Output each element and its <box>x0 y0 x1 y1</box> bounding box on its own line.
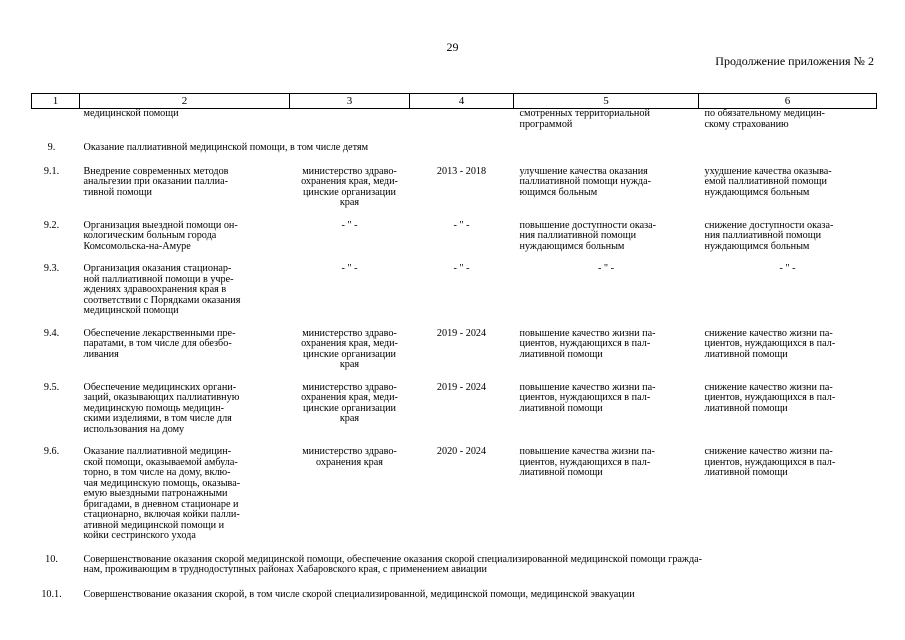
text-line: края <box>339 413 360 424</box>
page-number: 29 <box>446 40 459 54</box>
text-line: цинские организации <box>302 402 397 414</box>
activity-row <box>32 382 877 437</box>
executor-cell <box>290 382 410 437</box>
text-line: Оказание паллиативной медицин- <box>83 446 232 457</box>
column-number-row <box>32 94 877 109</box>
text-line: охранения края <box>316 456 383 468</box>
column-number-header: 1 <box>32 94 80 109</box>
text-line: края <box>339 197 360 208</box>
text-line: стационарно, включая койки палли- <box>83 509 240 520</box>
section-row <box>32 553 877 578</box>
text-line: Обеспечение лекарственными пре- <box>83 327 236 339</box>
text-line: ния паллиативной помощи <box>704 230 822 241</box>
result-cell <box>514 263 699 318</box>
activity-row <box>32 263 877 318</box>
text-line: паратами, в том числе для обезбо- <box>83 338 232 349</box>
result-cell <box>514 328 699 372</box>
appendix-table <box>31 93 877 602</box>
text-line: нуждающимся больным <box>704 186 810 198</box>
text-line: ативной медицинской помощи и <box>83 519 225 531</box>
text-line: повышение качество жизни па- <box>519 381 656 393</box>
text-line: заций, оказывающих паллиативную <box>83 392 240 403</box>
text-line: Организация оказания стационар- <box>83 263 232 274</box>
row-spacer <box>32 543 877 553</box>
activity-cell <box>80 220 290 254</box>
consequence-cell <box>699 382 877 437</box>
text-line: ухудшение качества оказыва- <box>704 165 832 177</box>
consequence-cell <box>699 263 877 318</box>
section-row <box>32 588 877 603</box>
row-spacer <box>32 131 877 141</box>
text-line: повышение качества жизни па- <box>519 446 655 457</box>
section-title-text: Совершенствование оказания скорой медицинской помощи, обеспечение оказания скорой специализированной медицинской помощи граждa- <box>83 553 703 565</box>
result-cell <box>514 446 699 543</box>
item-number: 10.1. <box>41 588 62 600</box>
text-line: лиативной помощи <box>519 348 603 360</box>
text-line: медицинскую помощь медицин- <box>83 402 225 414</box>
text-line: - " - <box>341 263 358 274</box>
text-line: ливания <box>83 348 119 360</box>
column-number-header: 3 <box>290 94 410 109</box>
activity-row <box>32 166 877 210</box>
period-cell: - " - <box>453 263 470 274</box>
activity-row <box>32 446 877 543</box>
text-line: снижение качество жизни па- <box>704 381 833 393</box>
result-cell <box>514 382 699 437</box>
text-line: по обязательному медицин- <box>704 108 825 119</box>
section-row <box>32 141 877 156</box>
row-spacer <box>32 318 877 328</box>
text-line: торно, в том числе на дому, вклю- <box>83 467 231 478</box>
item-number: 9.2. <box>43 219 60 231</box>
activity-cell <box>80 328 290 372</box>
executor-cell <box>290 220 410 254</box>
text-line: программой <box>519 118 573 130</box>
executor-cell <box>290 263 410 318</box>
text-line: ющимся больным <box>519 186 598 198</box>
text-line: - " - <box>779 263 796 274</box>
section-title <box>80 553 877 578</box>
text-line: емую выездными патронажными <box>83 488 228 499</box>
row-spacer <box>32 436 877 446</box>
section-title <box>80 141 877 156</box>
text-line: охранения края, меди- <box>301 392 398 403</box>
text-line: охранения края, меди- <box>301 338 398 349</box>
item-number: 9. <box>47 142 56 153</box>
executor-cell <box>290 328 410 372</box>
text-line: снижение качество жизни па- <box>704 327 833 339</box>
text-line: улучшение качества оказания <box>519 165 648 177</box>
text-line: лиативной помощи <box>704 402 788 414</box>
row-spacer <box>32 210 877 220</box>
continuation-row <box>32 109 877 132</box>
text-line: скому страхованию <box>704 118 789 130</box>
text-line: циентов, нуждающихся в пал- <box>704 392 836 403</box>
consequence-cell <box>699 328 877 372</box>
consequence-cell <box>699 166 877 210</box>
period-cell: 2019 - 2024 <box>436 327 487 339</box>
text-line: циентов, нуждающихся в пал- <box>519 338 651 349</box>
text-line: койки сестринского ухода <box>83 530 196 541</box>
column-number-header: 4 <box>410 94 514 109</box>
text-line: бригадами, в дневном стационаре и <box>83 498 239 510</box>
activity-row <box>32 328 877 372</box>
text-line: паллиативной помощи нужда- <box>519 176 651 187</box>
text-line: лиативной помощи <box>519 402 603 414</box>
text-line: ной паллиативной помощи в учре- <box>83 273 234 285</box>
text-line: анальгезии при оказании паллиа- <box>83 176 228 187</box>
item-number: 10. <box>45 553 58 565</box>
column-number-header: 5 <box>514 94 699 109</box>
text-line: повышение качество жизни па- <box>519 327 656 339</box>
text-line: министерство здраво- <box>302 381 397 393</box>
text-line: циентов, нуждающихся в пал- <box>704 338 836 349</box>
column-number-header: 2 <box>80 94 290 109</box>
text-line: министерство здраво- <box>302 165 397 177</box>
consequence-cell <box>699 446 877 543</box>
period-cell: 2020 - 2024 <box>436 446 487 457</box>
result-cell <box>514 166 699 210</box>
text-line: медицинской помощи <box>83 108 179 119</box>
text-line: министерство здраво- <box>302 327 397 339</box>
text-line: - " - <box>597 263 615 274</box>
text-line: снижение доступности оказа- <box>704 219 834 231</box>
result-cell <box>514 220 699 254</box>
row-spacer <box>32 253 877 263</box>
executor-cell <box>290 166 410 210</box>
text-line: медицинской помощи <box>83 305 179 316</box>
text-line: Комсомольска-на-Амуре <box>83 240 191 252</box>
executor-cell <box>290 446 410 543</box>
row-spacer <box>32 156 877 166</box>
text-line: чая медицинскую помощь, оказыва- <box>83 477 241 489</box>
column-number-header: 6 <box>699 94 877 109</box>
item-number: 9.6. <box>43 446 60 457</box>
text-line: цинские организации <box>302 348 397 360</box>
text-line: цинские организации <box>302 186 397 198</box>
section-title <box>80 588 877 603</box>
item-number: 9.3. <box>43 263 60 274</box>
continuation-result-cell <box>514 109 699 132</box>
activity-cell <box>80 382 290 437</box>
item-number: 9.4. <box>43 327 60 339</box>
activity-cell <box>80 166 290 210</box>
text-line: края <box>339 359 360 370</box>
period-cell: 2019 - 2024 <box>436 381 487 393</box>
text-line: ждениях здравоохранения края в <box>83 284 227 295</box>
row-spacer <box>32 372 877 382</box>
activity-cell <box>80 446 290 543</box>
consequence-cell <box>699 220 877 254</box>
continuation-activity-cell <box>80 109 290 132</box>
text-line: - " - <box>341 219 358 231</box>
text-line: циентов, нуждающихся в пал- <box>519 392 651 403</box>
text-line: Внедрение современных методов <box>83 165 229 177</box>
text-line: повышение доступности оказа- <box>519 219 657 231</box>
text-line: тивной помощи <box>83 186 152 198</box>
activity-cell <box>80 263 290 318</box>
text-line: циентов, нуждающихся в пал- <box>519 456 651 468</box>
text-line: Обеспечение медицинских органи- <box>83 381 237 393</box>
text-line: ния паллиативной помощи <box>519 230 637 241</box>
period-cell: - " - <box>453 219 470 231</box>
continuation-consequence-cell <box>699 109 877 132</box>
text-line: смотренных территориальной <box>519 108 650 119</box>
text-line: ской помощи, оказываемой амбула- <box>83 456 238 468</box>
text-line: лиативной помощи <box>519 467 603 478</box>
item-number: 9.1. <box>43 165 60 177</box>
text-line: охранения края, меди- <box>301 176 398 187</box>
text-line: лиативной помощи <box>704 348 788 360</box>
text-line: скими изделиями, в том числе для <box>83 413 232 424</box>
text-line: циентов, нуждающихся в пал- <box>704 456 836 468</box>
text-line: нуждающимся больным <box>704 240 810 252</box>
activity-row <box>32 220 877 254</box>
text-line: Организация выездной помощи он- <box>83 219 238 231</box>
period-cell: 2013 - 2018 <box>436 165 487 177</box>
text-line: министерство здраво- <box>302 446 397 457</box>
text-line: использования на дому <box>83 423 185 435</box>
section-title-text: Оказание паллиативной медицинской помощи, в том числе детям <box>83 142 369 153</box>
text-line: снижение качество жизни па- <box>704 446 833 457</box>
text-line: нуждающимся больным <box>519 240 625 252</box>
text-line: емой паллиативной помощи <box>704 176 827 187</box>
section-title-text: нам, проживающим в труднодоступных районах Хабаровского края, с применением авиации <box>83 564 487 575</box>
row-spacer <box>32 578 877 588</box>
text-line: лиативной помощи <box>704 467 788 478</box>
section-title-text: Совершенствование оказания скорой, в том числе скорой специализированной, медицинской помощи, медицинской эвакуации <box>83 588 635 600</box>
text-line: кологическим больным города <box>83 230 217 241</box>
item-number: 9.5. <box>43 381 60 393</box>
text-line: соответствии с Порядками оказания <box>83 294 241 306</box>
appendix-note: Продолжение приложения № 2 <box>715 54 874 68</box>
